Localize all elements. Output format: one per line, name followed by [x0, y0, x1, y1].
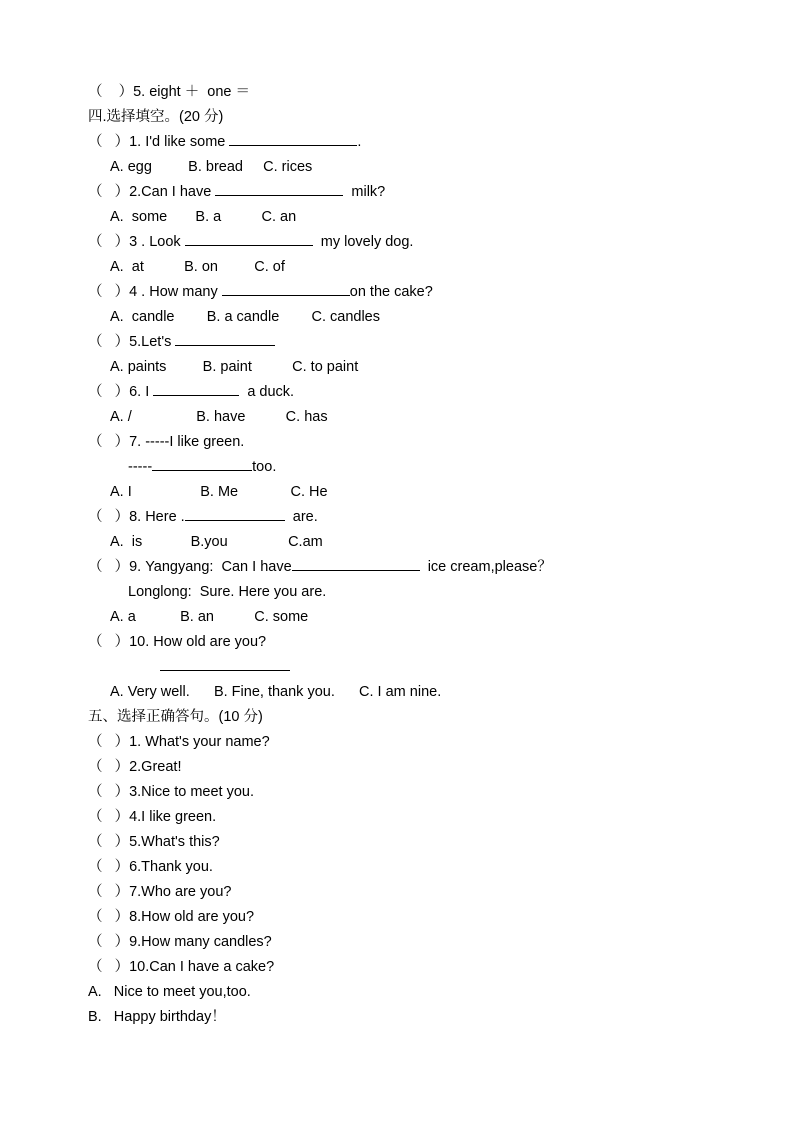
question-stem: （ ）9. Yangyang: Can I have — [88, 559, 292, 575]
option-list[interactable]: A. Very well. B. Fine, thank you. C. I am nine. — [110, 684, 442, 700]
question-stem-post: milk? — [343, 184, 386, 200]
question-item — [88, 430, 708, 455]
question-stem: （ ）4 . How many — [88, 284, 222, 300]
answer-blank[interactable] — [175, 345, 275, 346]
question-item — [88, 180, 708, 205]
match-item[interactable]: （ ）6.Thank you. — [88, 859, 213, 875]
dialogue-post: too. — [252, 459, 277, 475]
answer-blank[interactable] — [215, 195, 343, 196]
question-stem-post: my lovely dog. — [312, 234, 414, 250]
match-item[interactable]: （ ）5.What's this? — [88, 834, 220, 850]
option-list[interactable]: A. candle B. a candle C. candles — [110, 309, 380, 325]
answer-blank[interactable] — [292, 570, 420, 571]
section-5-heading: 五、选择正确答句。(10 分) — [88, 709, 263, 725]
dialogue-dash: ----- — [128, 459, 153, 475]
option-list[interactable]: A. at B. on C. of — [110, 259, 285, 275]
match-item[interactable]: （ ）4.I like green. — [88, 809, 217, 825]
match-item[interactable]: （ ）10.Can I have a cake? — [88, 959, 275, 975]
question-item — [88, 555, 708, 580]
answer-blank[interactable] — [160, 670, 290, 671]
question-item — [88, 330, 708, 355]
question-item — [88, 280, 708, 305]
answer-blank[interactable] — [153, 395, 239, 396]
match-answer-option[interactable]: A. Nice to meet you,too. — [88, 984, 251, 1000]
option-list[interactable]: A. I B. Me C. He — [110, 484, 328, 500]
match-item[interactable]: （ ）7.Who are you? — [88, 884, 232, 900]
question-sub-line: Longlong: Sure. Here you are. — [128, 584, 327, 600]
question-stem: （ ）5.Let's — [88, 334, 176, 350]
question-item — [88, 630, 708, 655]
question-stem-post: a duck. — [239, 384, 295, 400]
match-item[interactable]: （ ）2.Great! — [88, 759, 182, 775]
match-item[interactable]: （ ）3.Nice to meet you. — [88, 784, 255, 800]
section-4-heading: 四.选择填空。(20 分) — [88, 109, 224, 125]
worksheet-content — [88, 80, 708, 1030]
match-item[interactable]: （ ）1. What's your name? — [88, 734, 270, 750]
answer-blank[interactable] — [185, 245, 313, 246]
question-item — [88, 230, 708, 255]
question-stem-post: ice cream,please？ — [419, 559, 552, 575]
option-list[interactable]: A. is B.you C.am — [110, 534, 323, 550]
answer-blank[interactable] — [222, 295, 350, 296]
option-list[interactable]: A. paints B. paint C. to paint — [110, 359, 359, 375]
question-item — [88, 130, 708, 155]
question-stem-post: are. — [284, 509, 318, 525]
question-answer-blank-line — [88, 655, 708, 680]
option-list[interactable]: A. a B. an C. some — [110, 609, 309, 625]
option-list[interactable]: A. some B. a C. an — [110, 209, 297, 225]
question-stem: （ ）7. -----I like green. — [88, 434, 245, 450]
question-stem: （ ）3 . Look — [88, 234, 185, 250]
carryover-item-5: （ ）5. eight ＋ one ＝ — [88, 84, 250, 100]
question-stem: （ ）2.Can I have — [88, 184, 216, 200]
question-item — [88, 380, 708, 405]
question-stem-post: on the cake? — [349, 284, 433, 300]
answer-blank[interactable] — [229, 145, 357, 146]
question-stem: （ ）8. Here . — [88, 509, 185, 525]
question-sub-line — [88, 455, 708, 480]
option-list[interactable]: A. egg B. bread C. rices — [110, 159, 313, 175]
question-stem-post: . — [357, 134, 362, 150]
match-item[interactable]: （ ）9.How many candles? — [88, 934, 272, 950]
question-stem: （ ）10. How old are you? — [88, 634, 267, 650]
question-item — [88, 505, 708, 530]
answer-blank[interactable] — [185, 520, 285, 521]
answer-blank[interactable] — [152, 470, 252, 471]
match-item[interactable]: （ ）8.How old are you? — [88, 909, 255, 925]
question-stem: （ ）1. I'd like some — [88, 134, 230, 150]
match-answer-option[interactable]: B. Happy birthday！ — [88, 1009, 226, 1025]
question-stem: （ ）6. I — [88, 384, 154, 400]
option-list[interactable]: A. / B. have C. has — [110, 409, 328, 425]
